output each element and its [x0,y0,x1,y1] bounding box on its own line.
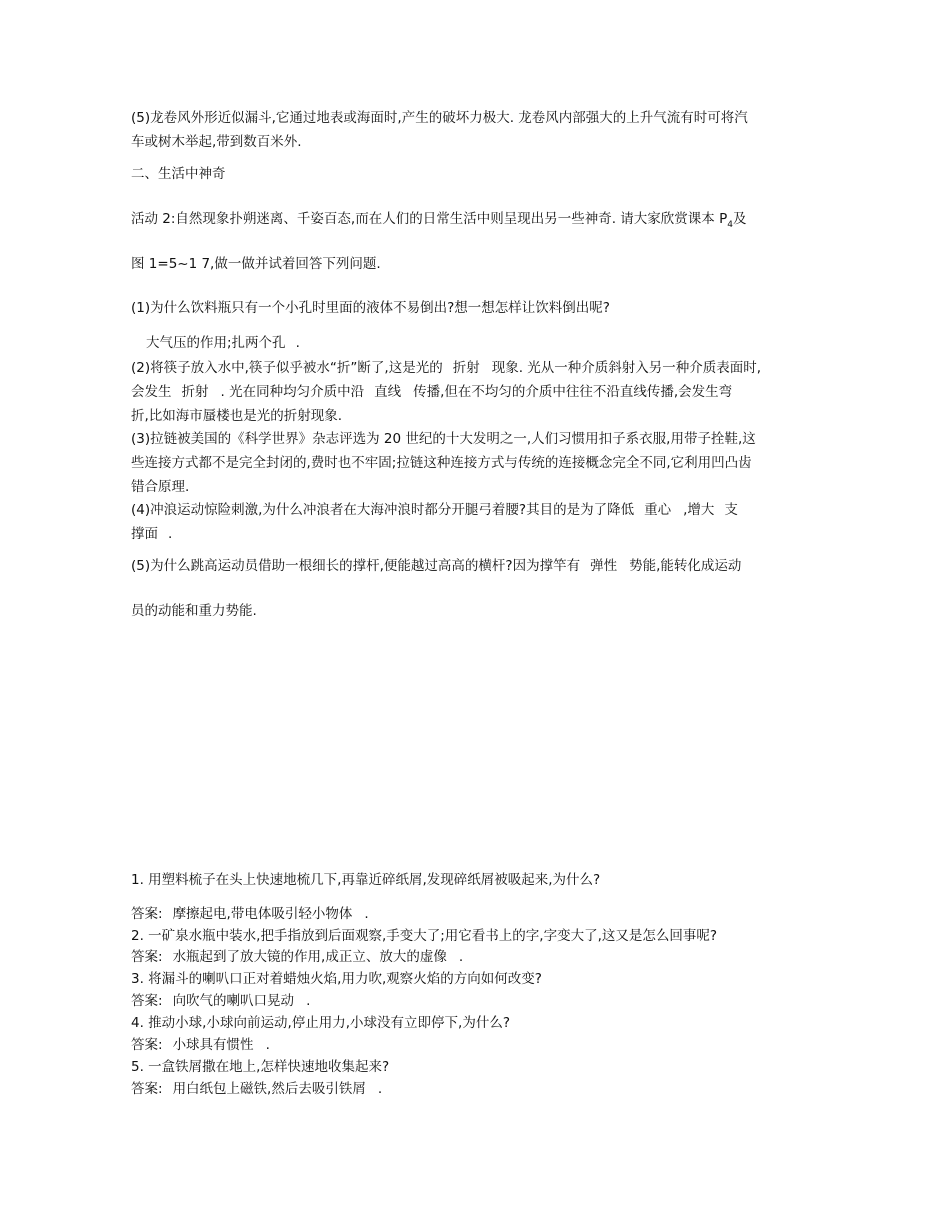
q2-text-b: 现象. 光从一种介质斜射入另一种介质表面时, [491,360,762,376]
answer-end: . [458,949,464,965]
question-4-line1 [131,502,750,518]
exercise-4-question: 4. 推动小球,小球向前运动,停止用力,小球没有立即停下,为什么? [131,1015,511,1031]
exercise-3-question: 3. 将漏斗的喇叭口正对着蜡烛火焰,用力吹,观察火焰的方向如何改变? [131,971,542,987]
activity-end: 及 [732,211,747,227]
question-3-line2: 些连接方式都不是完全封闭的,费时也不牢固;拉链这种连接方式与传统的连接概念完全不同,它利用凹凸齿 [131,455,752,471]
answer-end: . [364,906,369,922]
exercise-5-question: 5. 一盒铁屑撒在地上,怎样快速地收集起来? [131,1059,390,1075]
section-heading: 二、生活中神奇 [131,166,226,182]
activity-subscript: 4 [727,220,733,230]
exercise-1-question: 1. 用塑料梳子在头上快速地梳几下,再靠近碎纸屑,发现碎纸屑被吸起来,为什么? [131,872,601,888]
answer-text: 小球具有惯性 [172,1037,254,1053]
question-4-line2 [131,526,184,542]
q4-text-a: (4)冲浪运动惊险刺激,为什么冲浪者在大海冲浪时都分开腿弓着腰?其目的是为了降低 [131,502,635,518]
q2-blank-1: 折射 [452,360,480,376]
answer-label: 答案: [131,1081,163,1097]
q5-text-b: 势能,能转化成运动 [629,558,742,574]
paragraph-tornado-line1: (5)龙卷风外形近似漏斗,它通过地表或海面时,产生的破坏力极大. 龙卷风内部强大的上升气流有时可将汽 [131,110,748,126]
exercise-4-answer [131,1037,270,1053]
question-5-line1 [131,558,741,574]
q5-blank-1: 弹性 [590,558,618,574]
question-5-line2: 员的动能和重力势能. [131,603,257,619]
answer-label: 答案: [131,1037,163,1053]
exercise-2-question: 2. 一矿泉水瓶中装水,把手指放到后面观察,手变大了;用它看书上的字,字变大了,这又是怎么回事呢? [131,928,718,944]
answer-label: 答案: [131,949,163,965]
answer-1-end: . [295,335,300,351]
answer-1 [146,335,312,351]
exercise-1-answer [131,906,369,922]
answer-text: 水瓶起到了放大镜的作用,成正立、放大的虚像 [172,949,447,965]
answer-label: 答案: [131,906,163,922]
answer-end: . [306,993,311,1009]
question-2-line3: 折,比如海市蜃楼也是光的折射现象. [131,408,343,424]
paragraph-tornado-line2: 车或树木举起,带到数百米外. [131,134,302,150]
q2-text-a: (2)将筷子放入水中,筷子似乎被水“折”断了,这是光的 [131,360,443,376]
question-2-line1 [131,360,761,376]
answer-1-text: 大气压的作用;扎两个孔 [146,335,286,351]
answer-text: 用白纸包上磁铁,然后去吸引铁屑 [172,1081,366,1097]
exercise-2-answer [131,949,463,965]
answer-text: 摩擦起电,带电体吸引轻小物体 [172,906,353,922]
q5-text-a: (5)为什么跳高运动员借助一根细长的撑杆,便能越过高高的横杆?因为撑竿有 [131,558,581,574]
question-1: (1)为什么饮料瓶只有一个小孔时里面的液体不易倒出?想一想怎样让饮料倒出呢? [131,300,610,316]
q4-text-d: . [168,526,173,542]
answer-label: 答案: [131,993,163,1009]
exercise-5-answer [131,1081,382,1097]
q4-blank-1: 重心 [644,502,672,518]
q2-blank-3: 直线 [374,384,402,400]
q2-text-e: 传播,但在不均匀的介质中往往不沿直线传播,会发生弯 [413,384,733,400]
question-2-line2 [131,384,732,400]
activity-line2: 图 1=5~1 7,做一做并试着回答下列问题. [131,256,381,272]
q2-text-c: 会发生 [131,384,172,400]
q4-text-b: ,增大 [683,502,715,518]
q4-text-c: 撑面 [131,526,158,542]
exercise-3-answer [131,993,310,1009]
q2-blank-2: 折射 [181,384,209,400]
answer-text: 向吹气的喇叭口晃动 [172,993,295,1009]
activity-line1 [131,211,746,233]
answer-end: . [377,1081,383,1097]
activity-text: 活动 2:自然现象扑朔迷离、千姿百态,而在人们的日常生活中则呈现出另一些神奇. 请大家欣赏课本 P [131,211,728,227]
question-3-line1: (3)拉链被美国的《科学世界》杂志评选为 20 世纪的十大发明之一,人们习惯用扣子系衣服,用带子拴鞋,这 [131,431,756,447]
q2-text-d: . 光在同种均匀介质中沿 [220,384,365,400]
question-3-line3: 错合原理. [131,479,190,495]
answer-end: . [265,1037,270,1053]
q4-blank-2: 支 [724,502,738,518]
